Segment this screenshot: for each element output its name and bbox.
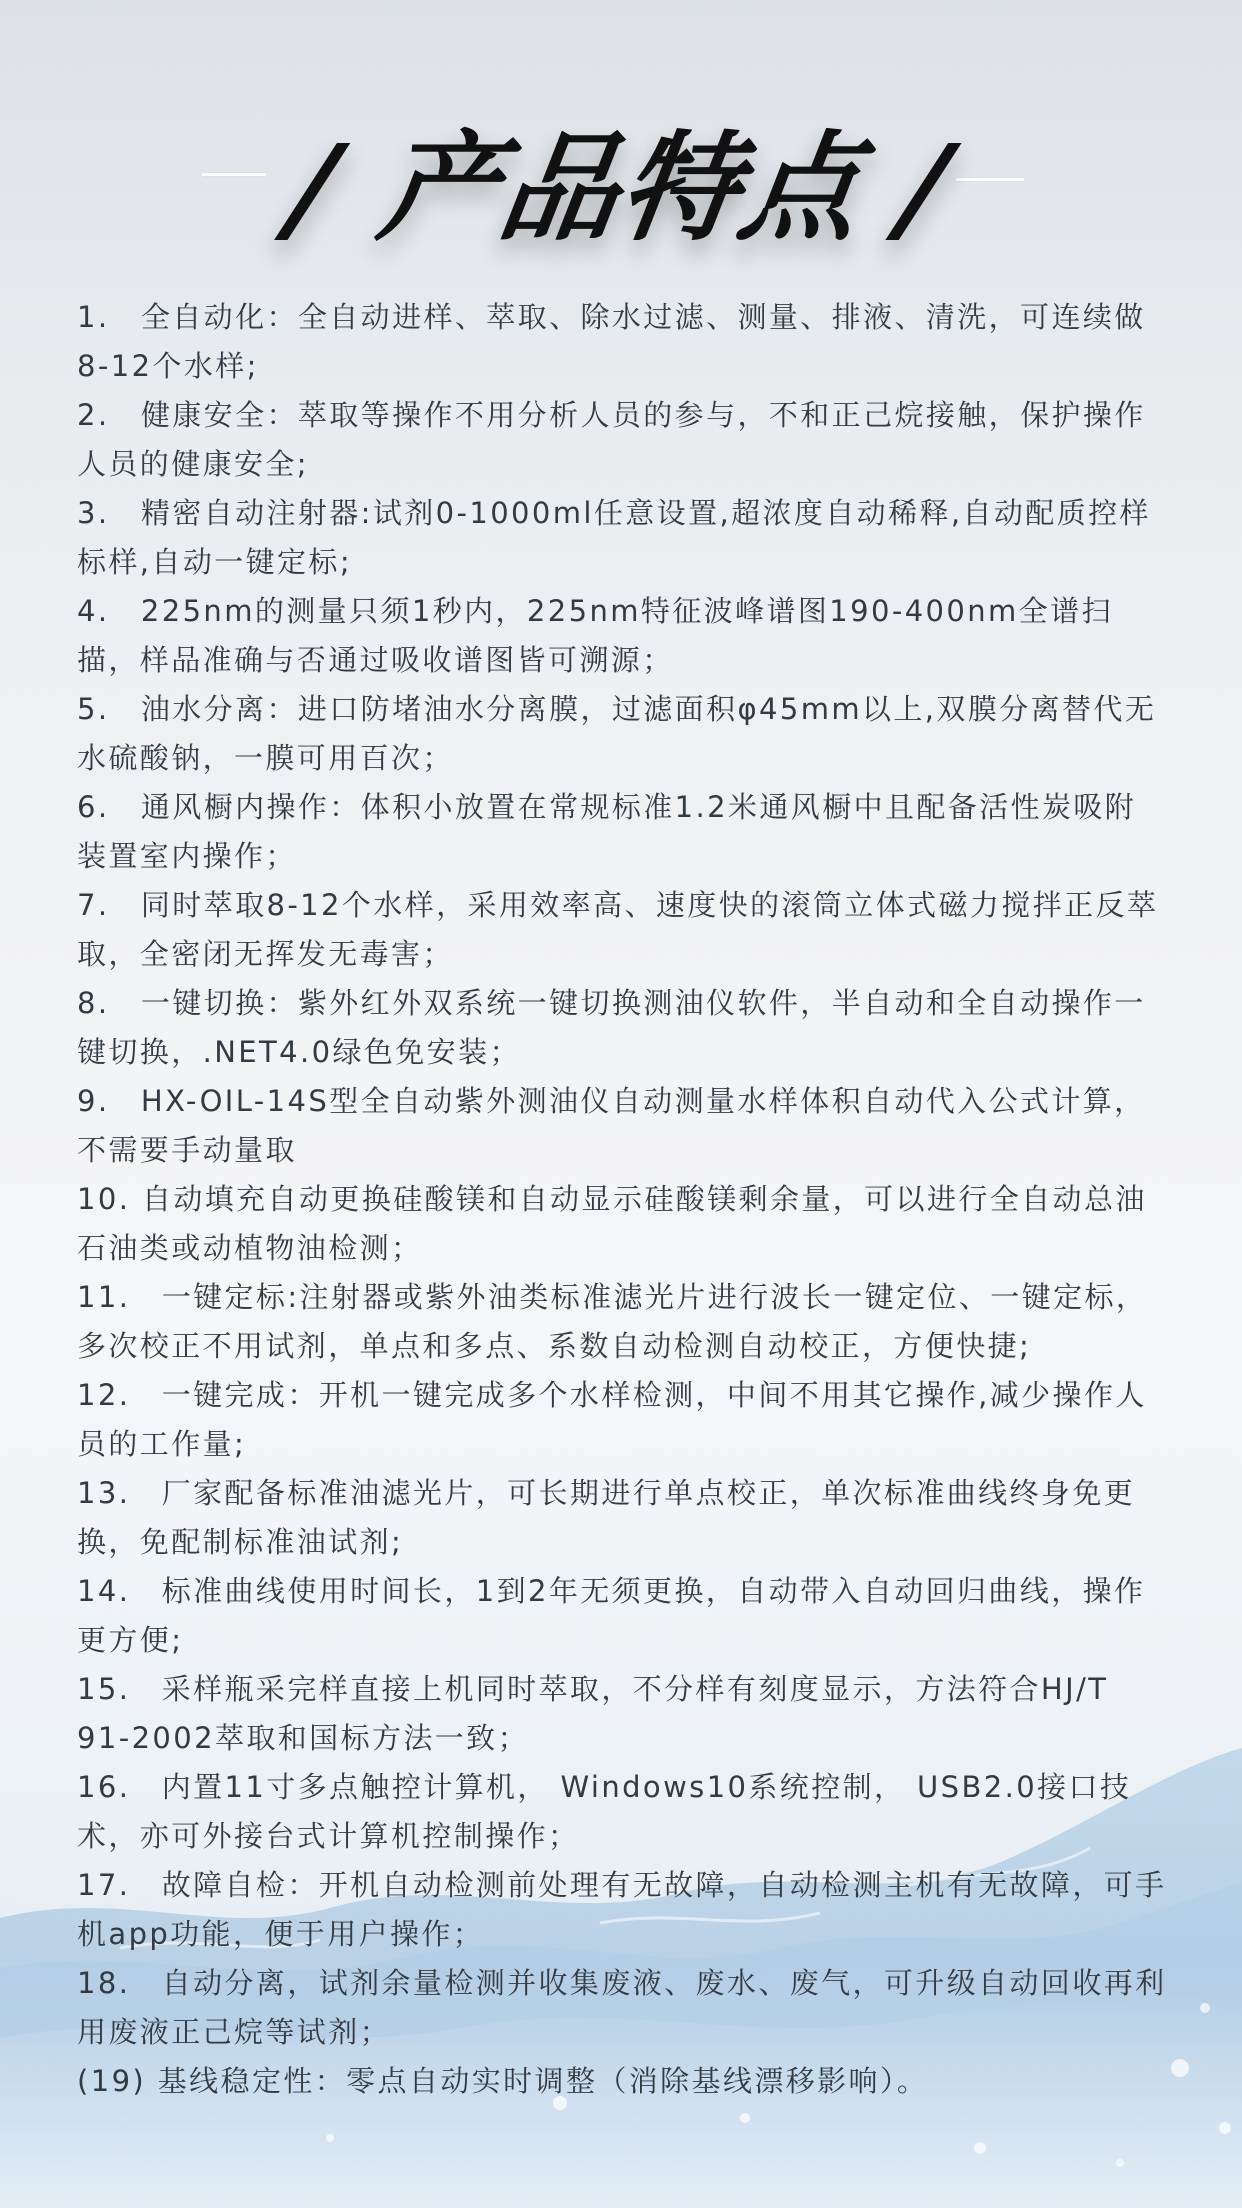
feature-item-10: 10. 自动填充自动更换硅酸镁和自动显示硅酸镁剩余量，可以进行全自动总油石油类或动植物油检测； — [77, 1182, 1147, 1265]
feature-item-16: 16. 内置11寸多点触控计算机， Windows10系统控制， USB2.0接口技术，亦可外接台式计算机控制操作； — [77, 1770, 1132, 1853]
feature-item-15: 15. 采样瓶采完样直接上机同时萃取，不分样有刻度显示，方法符合HJ/T 91-2002萃取和国标方法一致； — [77, 1672, 1109, 1755]
feature-item-12: 12. 一键完成：开机一键完成多个水样检测，中间不用其它操作,减少操作人员的工作量; — [77, 1378, 1147, 1461]
feature-item-9: 9. HX-OIL-14S型全自动紫外测油仪自动测量水样体积自动代入公式计算，不需要手动量取 — [77, 1084, 1146, 1167]
feature-item-6: 6. 通风橱内操作：体积小放置在常规标准1.2米通风橱中且配备活性炭吸附装置室内操作； — [77, 790, 1137, 873]
feature-item-18: 18. 自动分离，试剂余量检测并收集废液、废水、废气，可升级自动回收再利用废液正己烷等试剂； — [77, 1966, 1167, 2049]
feature-item-4: 4. 225nm的测量只须1秒内，225nm特征波峰谱图190-400nm全谱扫描，样品准确与否通过吸收谱图皆可溯源； — [77, 594, 1113, 677]
feature-item-13: 13. 厂家配备标准油滤光片，可长期进行单点校正，单次标准曲线终身免更换，免配制标准油试剂; — [77, 1476, 1136, 1559]
feature-item-7: 7. 同时萃取8-12个水样，采用效率高、速度快的滚筒立体式磁力搅拌正反萃取，全密闭无挥发无毒害； — [77, 888, 1159, 971]
page-title: / 产品特点 / — [283, 119, 959, 257]
feature-item-2: 2. 健康安全：萃取等操作不用分析人员的参与，不和正己烷接触，保护操作人员的健康安全; — [77, 398, 1146, 481]
feature-item-5: 5. 油水分离：进口防堵油水分离膜，过滤面积φ45mm以上,双膜分离替代无水硫酸钠，一膜可用百次； — [77, 692, 1157, 775]
feature-item-8: 8. 一键切换：紫外红外双系统一键切换测油仪软件，半自动和全自动操作一键切换，.NET4.0绿色免安装； — [77, 986, 1146, 1069]
feature-item-17: 17. 故障自检：开机自动检测前处理有无故障，自动检测主机有无故障，可手机app功能，便于用户操作； — [77, 1868, 1167, 1951]
feature-item-1: 1. 全自动化：全自动进样、萃取、除水过滤、测量、排液、清洗，可连续做8-12个水样; — [77, 300, 1146, 383]
feature-item-19: (19) 基线稳定性：零点自动实时调整（消除基线漂移影响）。 — [77, 2064, 929, 2098]
feature-item-3: 3. 精密自动注射器:试剂0-1000ml任意设置,超浓度自动稀释,自动配质控样标样,自动一键定标; — [77, 496, 1151, 579]
feature-list — [77, 293, 1167, 2106]
page-header — [0, 118, 1242, 258]
feature-item-11: 11. 一键定标:注射器或紫外油类标准滤光片进行波长一键定位、一键定标，多次校正不用试剂，单点和多点、系数自动检测自动校正，方便快捷; — [77, 1280, 1148, 1363]
feature-item-14: 14. 标准曲线使用时间长，1到2年无须更换，自动带入自动回归曲线，操作更方便; — [77, 1574, 1146, 1657]
